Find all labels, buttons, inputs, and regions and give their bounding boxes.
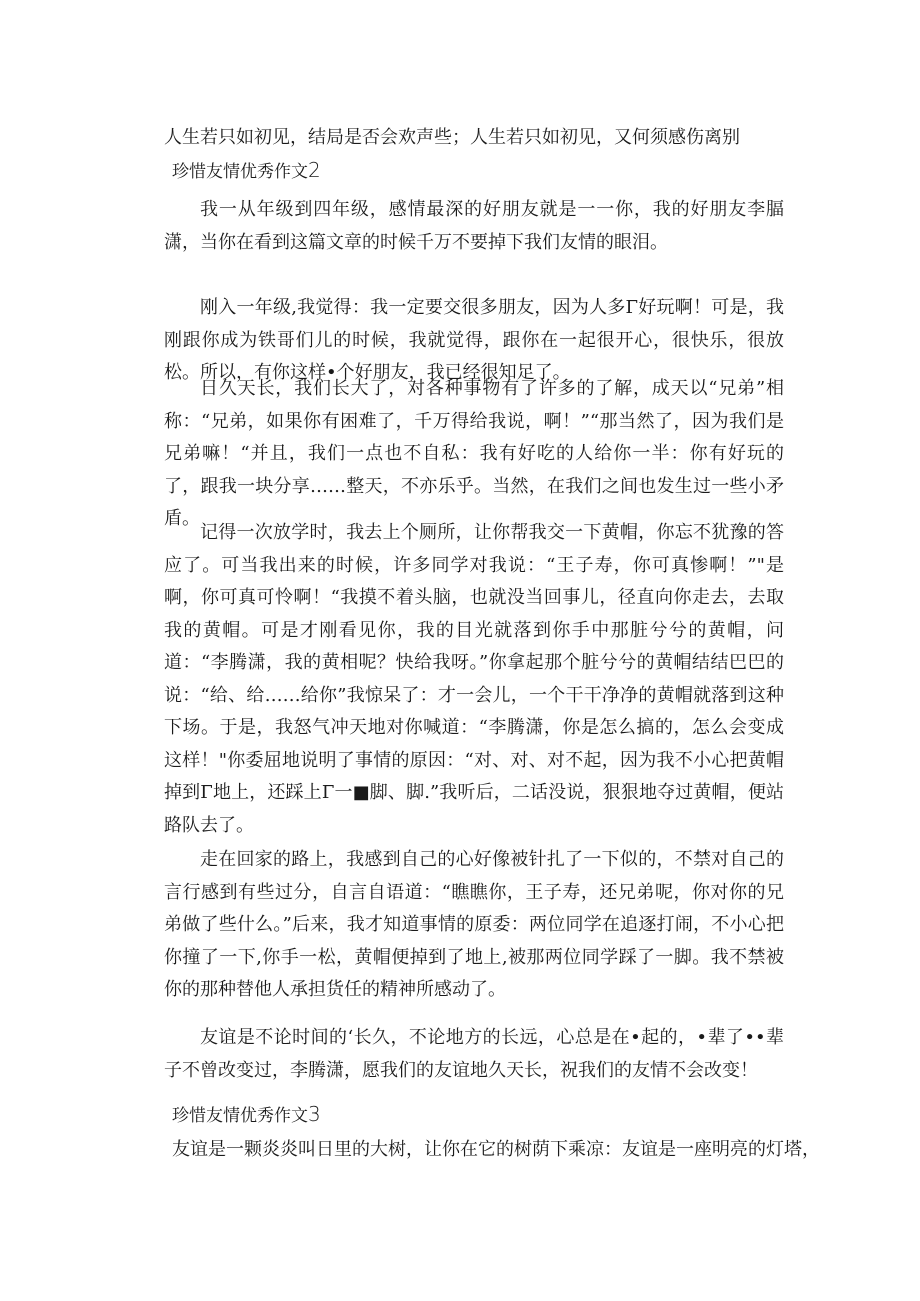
section-heading-2	[172, 158, 321, 184]
paragraph-5: 走在回家的路上，我感到自己的心好像被针扎了一下似的，不禁对自己的言行感到有些过分，自言自语道：“瞧瞧你，王子寿，还兄弟呢，你对你的兄弟做了些什么。”后来，我才知道事情的原委：两位同学在追逐打闹，不小心把你撞了一下,你手一松，黄帽便掉到了地上,被那两位同学踩了一脚。我不禁被你的那种替他人承担货任的精神所感动了。	[164, 849, 784, 1000]
section-heading-title: 珍惜友情优秀作文	[172, 1106, 308, 1126]
last-line: 友谊是一颗炎炎叫日里的大树，让你在它的树荫下乘凉：友谊是一座明亮的灯塔，	[172, 1139, 820, 1160]
paragraph-6: 友谊是不论时间的‘长久，不论地方的长远，心总是在•起的，•辈了••辈子不曾改变过，李腾潇，愿我们的友谊地久天长，祝我们的友情不会改变！	[164, 1027, 784, 1081]
section-heading-number: 3	[308, 1102, 321, 1126]
paragraph-4: 记得一次放学时，我去上个厕所，让你帮我交一下黄帽，你忘不犹豫的答应了。可当我出来的时候，许多同学对我说：“王子寿，你可真惨啊！”"是啊，你可真可怜啊！“我摸不着头脑，也就没当回事儿，径直向你走去，去取我的黄帽。可是才刚看见你，我的目光就落到你手中那脏兮兮的黄帽，问道：“李腾潇，我的黄相呢？快给我呀。”你拿起那个脏兮兮的黄帽结结巴巴的说：“给、给……给你”我惊呆了：才一会儿，一个干干净净的黄帽就落到这种下场。于是，我怒气冲天地对你喊道：“李腾潇，你是怎么搞的，怎么会变成这样！"你委屈地说明了事情的原因：“对、对、对不起，因为我不小心把黄帽掉到Γ地上，还踩上Γ一■脚、脚.”我听后，二话没说，狠狠地夺过黄帽，便站路队去了。	[164, 522, 784, 836]
section-heading-number: 2	[308, 158, 321, 182]
intro-line: 人生若只如初见，结局是否会欢声些；人生若只如初见，又何须感伤离别	[164, 127, 740, 148]
paragraph-3: 日久天长，我们长大了，对各种事物有了许多的了解，成天以“兄弟”相称：“兄弟，如果你有困难了，千万得给我说，啊！”“那当然了，因为我们是兄弟嘛！“并且，我们一点也不自私：我有好吃的人给你一半：你有好玩的了，跟我一块分享……整天，不亦乐乎。当然，在我们之间也发生过一些小矛盾。	[164, 378, 784, 529]
paragraph-1: 我一从年级到四年级，感情最深的好朋友就是一一你，我的好朋友李腷潇，当你在看到这篇文章的时候千万不要掉下我们友情的眼泪。	[164, 199, 784, 253]
paragraph-2: 刚入一年级,我觉得：我一定要交很多朋友，因为人多Γ好玩啊！可是，我刚跟你成为铁哥们儿的时候，我就觉得，跟你在一起很开心，很快乐，很放松。所以，有你这样•个好朋友，我已经很知足了。	[164, 297, 784, 383]
section-heading-3	[172, 1102, 321, 1128]
section-heading-title: 珍惜友情优秀作文	[172, 162, 308, 182]
